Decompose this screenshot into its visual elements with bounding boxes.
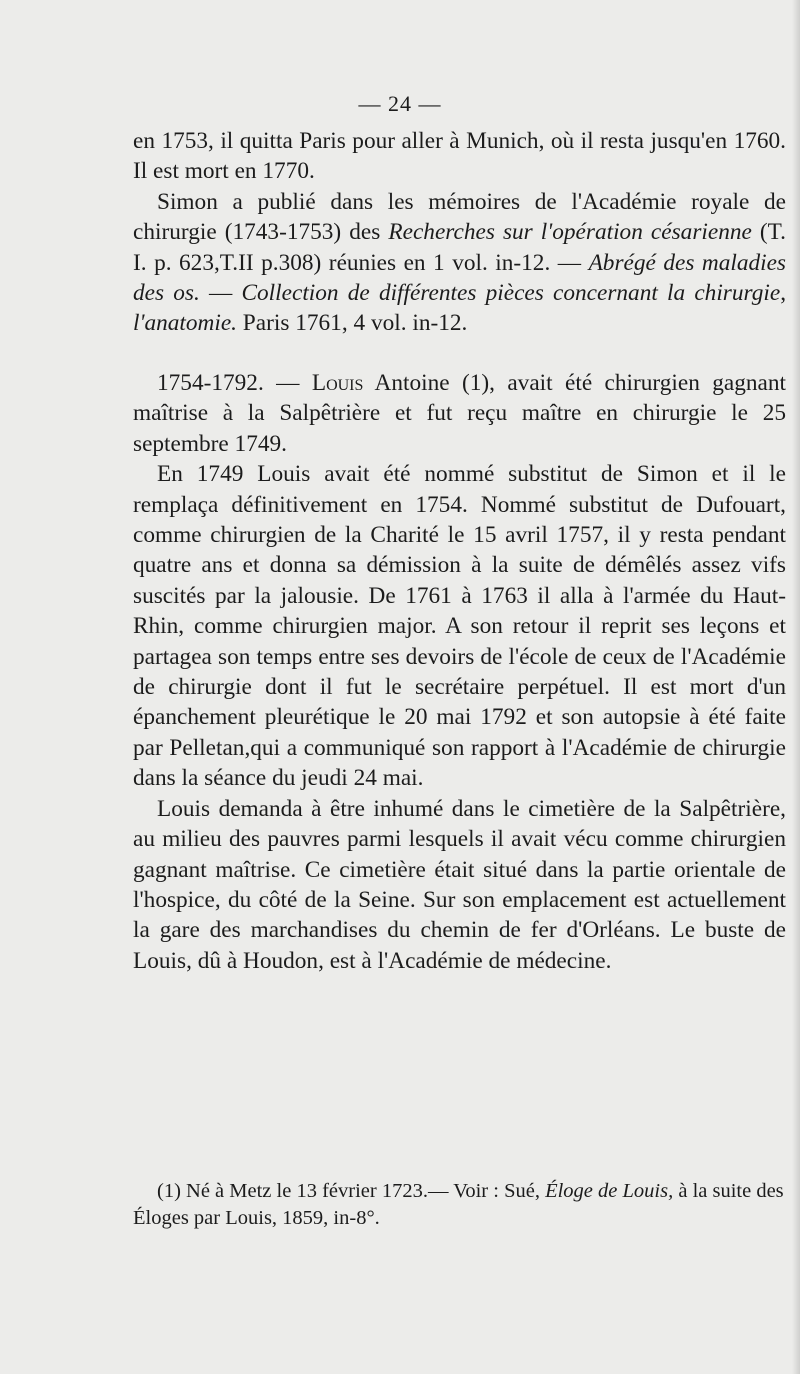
paragraph-munich: en 1753, il quitta Paris pour aller à Munich, où il resta jusqu'en 1760. Il est mort en 1770. — [133, 128, 786, 185]
footnote — [133, 1178, 786, 1232]
section-louis — [133, 368, 786, 976]
page-number: — 24 — — [358, 91, 442, 116]
paragraph-louis-career: En 1749 Louis avait été nommé substitut de Simon et il le remplaça définitivement en 1754. Nommé substitut de Dufouart, comme chirurgien de la Charité le 15 avril 1757, il y resta pendant quatre ans et donna sa démission à la suite de démêlés assez vifs suscités par la jalousie. De 1761 à 1763 il alla à l'armée du Haut-Rhin, comme chirurgien major. A son retour il reprit ses leçons et partagea son temps entre ses devoirs de l'école de ceux de l'Académie de chirurgie dont il fut le secrétaire perpétuel. Il est mort d'un épanchement pleurétique le 20 mai 1792 et son autopsie à été faite par Pelletan,qui a communiqué son rapport à l'Académie de chirurgie dans la séance du jeudi 24 mai. — [133, 461, 786, 792]
title-recherches: Recherches sur l'opération césarienne — [388, 219, 752, 246]
title-collection: Collection de différentes pièces concernant la chirurgie — [241, 280, 781, 307]
louis-years: 1754-1792. — — [157, 370, 312, 396]
footnote-text: (1) Né à Metz le 13 février 1723.— Voir : Sué, Éloge de Louis, à la suite des Éloges par Louis, 1859, in-8°. — [133, 1180, 784, 1229]
page-edge-shadow — [792, 0, 800, 1374]
paragraph-louis-burial: Louis demanda à être inhumé dans le cimetière de la Salpêtrière, au milieu des pauvres parmi lesquels il avait vécu comme chirurgien gagnant maîtrise. Ce cimetière était situé dans la partie orientale de l'hospice, du côté de la Seine. Sur son emplacement est actuellement la gare des marchandises du chemin de fer d'Orléans. Le buste de Louis, dû à Houdon, est à l'Académie de médecine. — [133, 795, 786, 974]
title-abrege: Abrégé des maladies des os. — [133, 249, 786, 307]
paragraph-publications: Simon a publié dans les mémoires de l'Académie royale de chirurgie (1743-1753) des Recherches sur l'opération césarienne (T. I. p. 623,T.II p.308) réunies en 1 vol. in-12. — Abrégé des maladies des os. — Collection de différentes pièces concernant la chirurgie, l'anatomie. Paris 1761, 4 vol. in-12. — [133, 188, 787, 337]
title-anatomie: l'anatomie. — [133, 310, 237, 337]
section-simon — [133, 126, 786, 339]
paragraph-louis-heading: 1754-1792. — Louis Antoine (1), avait été chirurgien gagnant maîtrise à la Salpêtrière et fut reçu maître en chirurgie le 25 septembre 1749. — [133, 370, 786, 457]
louis-name: Louis — [311, 370, 364, 396]
footnote-title-eloge: Éloge de Louis, — [545, 1180, 674, 1202]
